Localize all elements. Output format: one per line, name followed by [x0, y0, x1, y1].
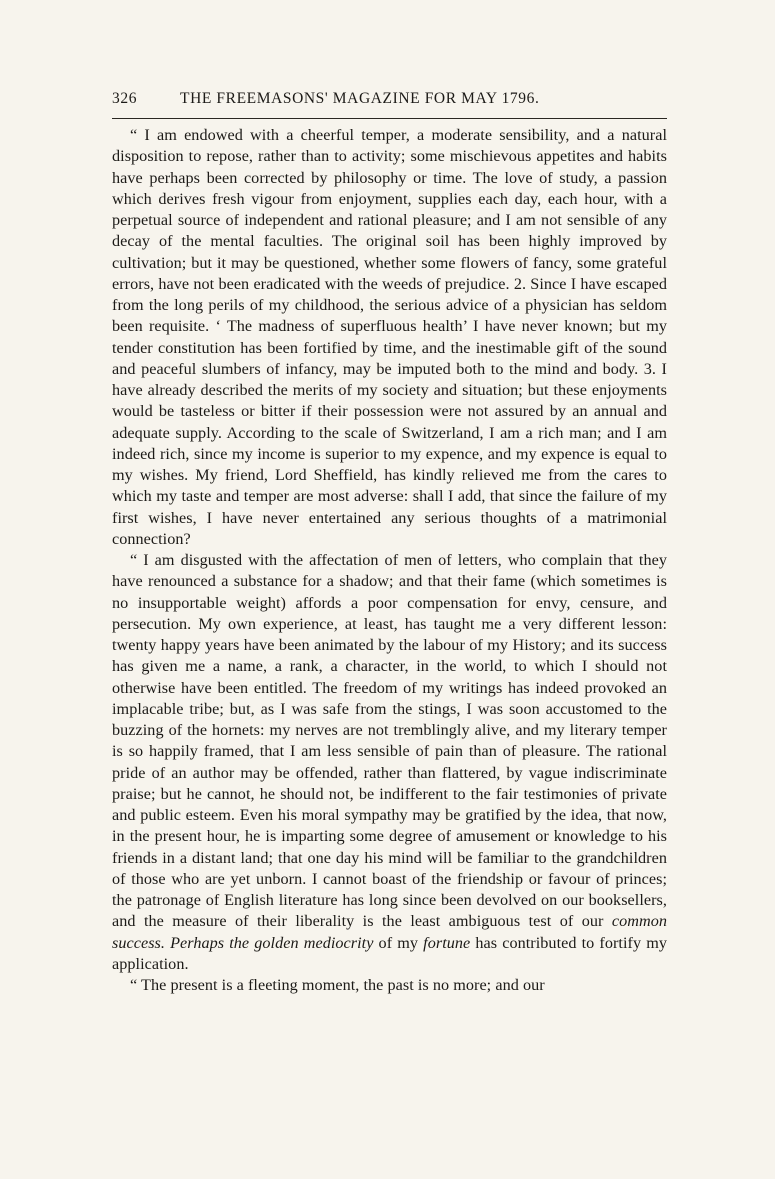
page-number: 326 [112, 90, 138, 107]
paragraph-3-text: “ The present is a fleeting moment, the past is no more; and our [130, 976, 545, 994]
paragraph-1-text: “ I am endowed with a cheerful temper, a moderate sensibility, and a natural disposition to repose, rather than to activity; some mischievous appetites and habits have perhaps been corrected by philosophy or time. The love of study, a passion which derives fresh vigour from enjoyment, supplies each day, each hour, with a perpetual source of independent and rational pleasure; and I am not sensible of any decay of the mental faculties. The original soil has been highly improved by cultivation; but it may be questioned, whether some flowers of fancy, some grateful errors, have not been eradicated with the weeds of prejudice. 2. Since I have escaped from the long perils of my childhood, the serious advice of a physician has seldom been requisite. ‘ The madness of superfluous health’ I have never known; but my tender constitution has been fortified by time, and the inestimable gift of the sound and peaceful slumbers of infancy, may be imputed both to the mind and body. 3. I have already described the merits of my society and situation; but these enjoyments would be tasteless or bitter if their possession were not assured by an annual and adequate supply. According to the scale of Switzerland, I am a rich man; and I am indeed rich, since my income is superior to my expence, and my expence is equal to my wishes. My friend, Lord Sheffield, has kindly relieved me from the cares to which my taste and temper are most adverse: shall I add, that since the failure of my first wishes, I have never entertained any serious thoughts of a matrimonial connection? [112, 126, 667, 548]
article-body [112, 125, 667, 996]
paragraph-2-text-2: of my [373, 933, 424, 952]
paragraph-3 [112, 975, 667, 996]
paragraph-2-italic-2: fortune [423, 933, 471, 952]
page-header [112, 90, 667, 119]
paragraph-2-text-1: “ I am disgusted with the affectation of men of letters, who complain that they have renounced a substance for a shadow; and that their fame (which sometimes is no insupportable weight) affords a poor compensation for envy, censure, and persecution. My own experience, at least, has taught me a very different lesson: twenty happy years have been animated by the labour of my History; and its success has given me a name, a rank, a character, in the world, to which I should not otherwise have been entitled. The freedom of my writings has indeed provoked an implacable tribe; but, as I was safe from the stings, I was soon accustomed to the buzzing of the hornets: my nerves are not tremblingly alive, and my literary temper is so happily framed, that I am less sensible of pain than of pleasure. The rational pride of an author may be offended, rather than flattered, by vague indiscriminate praise; but he cannot, he should not, be indifferent to the fair testimonies of private and public esteem. Even his moral sympathy may be gratified by the idea, that now, in the present hour, he is imparting some degree of amusement or knowledge to his friends in a distant land; that one day his mind will be familiar to the grandchildren of those who are yet unborn. I cannot boast of the friendship or favour of princes; the patronage of English literature has long since been devolved on our booksellers, and the measure of their liberality is the least ambiguous test of our [112, 551, 667, 931]
paragraph-1 [112, 125, 667, 550]
paragraph-2-text-3: has contributed to fortify my application. [112, 933, 667, 973]
paragraph-2 [112, 550, 667, 975]
running-head: THE FREEMASONS' MAGAZINE FOR MAY 1796. [180, 90, 540, 107]
paragraph-2-italic-1: common success. Perhaps the golden mediocrity [112, 912, 667, 952]
